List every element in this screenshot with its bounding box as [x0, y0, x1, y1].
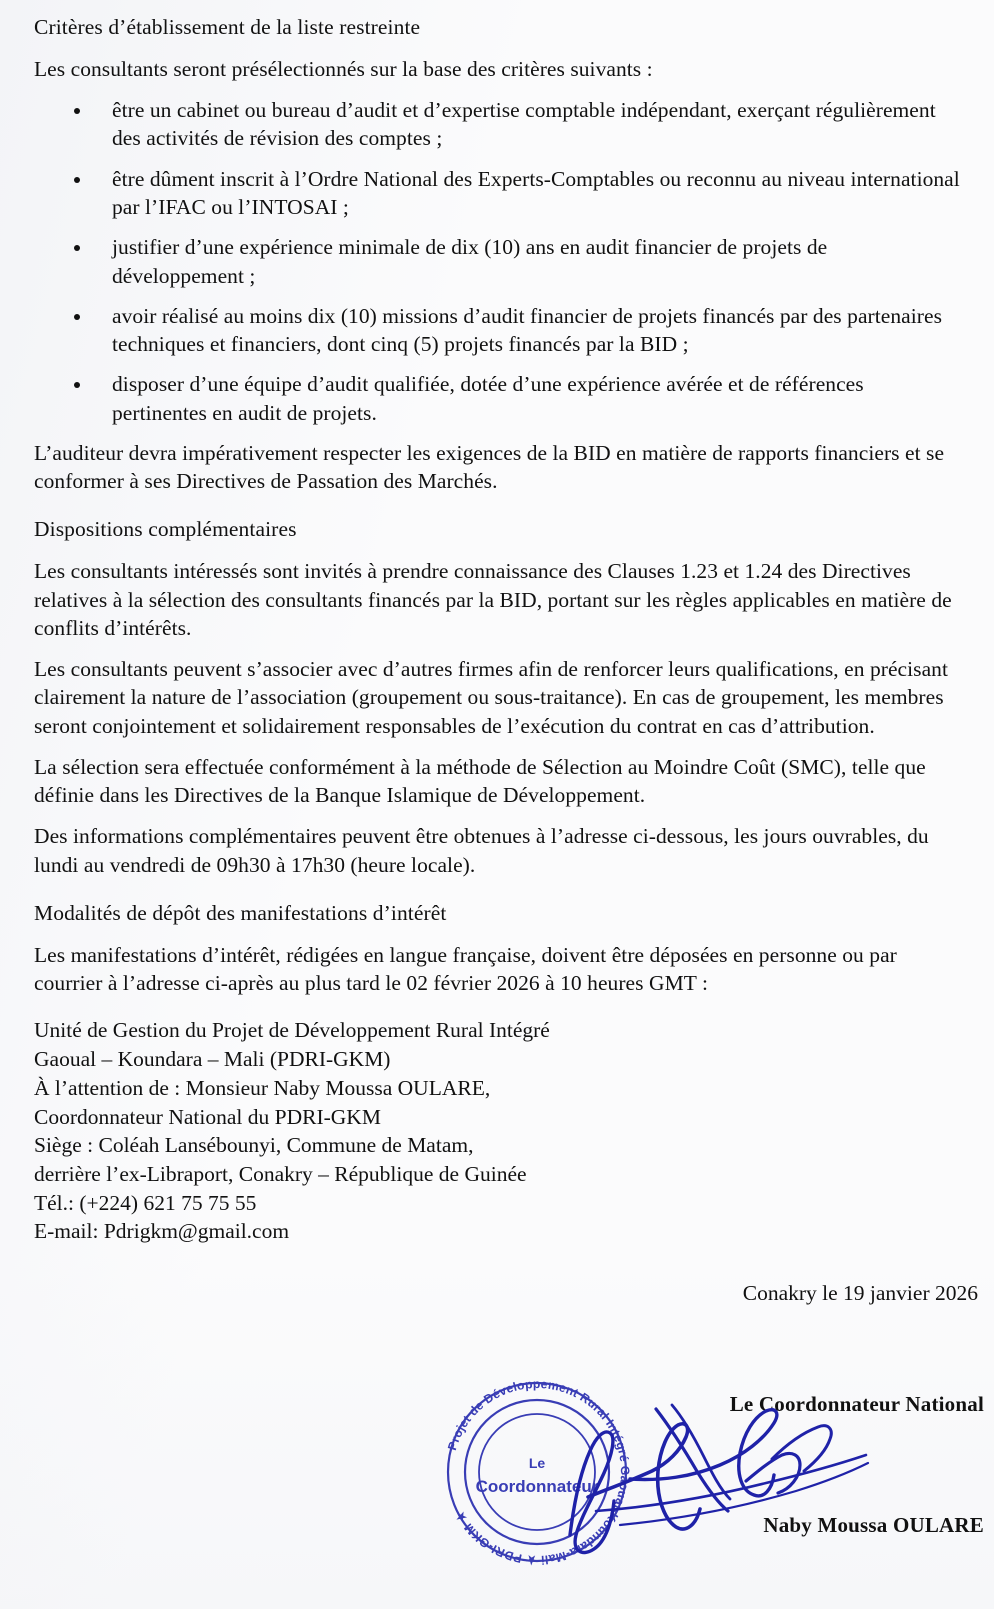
conflict-of-interest-paragraph: Les consultants intéressés sont invités à prendre connaissance des Clauses 1.23 et 1.24 des Directives relatives à la sélection des consultants financés par la BID, portant sur les règles applicables en matière de conflits d’intérêts. [34, 559, 952, 640]
criteria-item-text: disposer d’une équipe d’audit qualifiée, dotée d’une expérience avérée et de références pertinentes en audit de projets. [112, 372, 864, 425]
list-item [34, 165, 960, 222]
phone-line: Tél.: (+224) 621 75 75 55 [34, 1190, 257, 1215]
list-item [34, 370, 960, 427]
bullet-icon [74, 314, 80, 320]
bullet-icon [74, 245, 80, 251]
email-line: E-mail: Pdrigkm@gmail.com [34, 1219, 290, 1244]
selection-method-paragraph: La sélection sera effectuée conformément à la méthode de Sélection au Moindre Coût (SMC), telle que définie dans les Directives de la Banque Islamique de Développement. [34, 754, 926, 808]
criteria-item-text: être un cabinet ou bureau d’audit et d’expertise comptable indépendant, exerçant régulièrement des activités de révision des comptes ; [112, 98, 936, 151]
place-and-date: Conakry le 19 janvier 2026 [742, 1281, 978, 1305]
document-body [34, 14, 960, 1246]
submission-terms-heading: Modalités de dépôt des manifestations d’intérêt [34, 900, 447, 925]
criteria-item-text: être dûment inscrit à l’Ordre National des Experts-Comptables ou reconnu au niveau international par l’IFAC ou l’INTOSAI ; [112, 166, 960, 219]
signatory-name: Naby Moussa OULARE [763, 1513, 984, 1537]
criteria-item-text: avoir réalisé au moins dix (10) missions d’audit financier de projets financés par des partenaires techniques et financiers, dont cinq (5) projets financés par la BID ; [112, 303, 942, 357]
additional-provisions-heading: Dispositions complémentaires [34, 517, 297, 542]
auditor-requirement-paragraph: L’auditeur devra impérativement respecter les exigences de la BID en matière de rapports financiers et se conformer à ses Directives de Passation des Marchés. [34, 440, 945, 494]
spacer [34, 508, 960, 516]
stamp-center-line2: Coordonnateur [475, 1477, 599, 1496]
svg-text:Projet de Développement Rural [445, 1377, 632, 1567]
criteria-list [34, 96, 960, 427]
address-line: À l’attention de : Monsieur Naby Moussa OULARE, [34, 1075, 491, 1100]
criteria-item-text: justifier d’une expérience minimale de dix (10) ans en audit financier de projets de développement ; [112, 235, 828, 288]
spacer [34, 1008, 960, 1016]
address-line: Siège : Coléah Lansébounyi, Commune de Matam, [34, 1133, 474, 1158]
list-item [34, 233, 960, 290]
association-paragraph: Les consultants peuvent s’associer avec d’autres firmes afin de renforcer leurs qualifications, en précisant clairement la nature de l’association (groupement ou sous-traitance). En cas de groupement, les membres seront conjointement et solidairement responsables de l’exécution du contrat en cas d’attribution. [34, 657, 949, 738]
address-line: derrière l’ex-Libraport, Conakry – République de Guinée [34, 1161, 527, 1186]
bullet-icon [74, 108, 80, 114]
criteria-intro-paragraph: Les consultants seront présélectionnés sur la base des critères suivants : [34, 56, 653, 81]
official-stamp [437, 1372, 637, 1572]
spacer [34, 892, 960, 900]
submission-deadline-paragraph: Les manifestations d’intérêt, rédigées en langue française, doivent être déposées en personne ou par courrier à l’adresse ci-après au plus tard le 02 février 2026 à 10 heures GMT : [34, 942, 897, 996]
criteria-section-heading: Critères d’établissement de la liste restreinte [34, 15, 421, 39]
signatory-title: Le Coordonnateur National [729, 1392, 984, 1416]
address-line: Gaoual – Koundara – Mali (PDRI-GKM) [34, 1047, 391, 1072]
list-item [34, 302, 960, 359]
bullet-icon [74, 382, 80, 388]
address-line: Unité de Gestion du Projet de Développement Rural Intégré [34, 1018, 550, 1043]
contact-address-block [34, 1016, 960, 1246]
list-item [34, 96, 960, 153]
stamp-outer-text: Projet de Développement Rural Intégré Gaoual-Koundara-Mali ★ PDRI-GKM ★ [445, 1376, 633, 1568]
stamp-center-line1: Le [528, 1455, 546, 1471]
further-information-paragraph: Des informations complémentaires peuvent être obtenues à l’adresse ci-dessous, les jours ouvrables, du lundi au vendredi de 09h30 à 17h30 (heure locale). [34, 824, 929, 877]
bullet-icon [74, 177, 80, 183]
address-line: Coordonnateur National du PDRI-GKM [34, 1104, 381, 1129]
